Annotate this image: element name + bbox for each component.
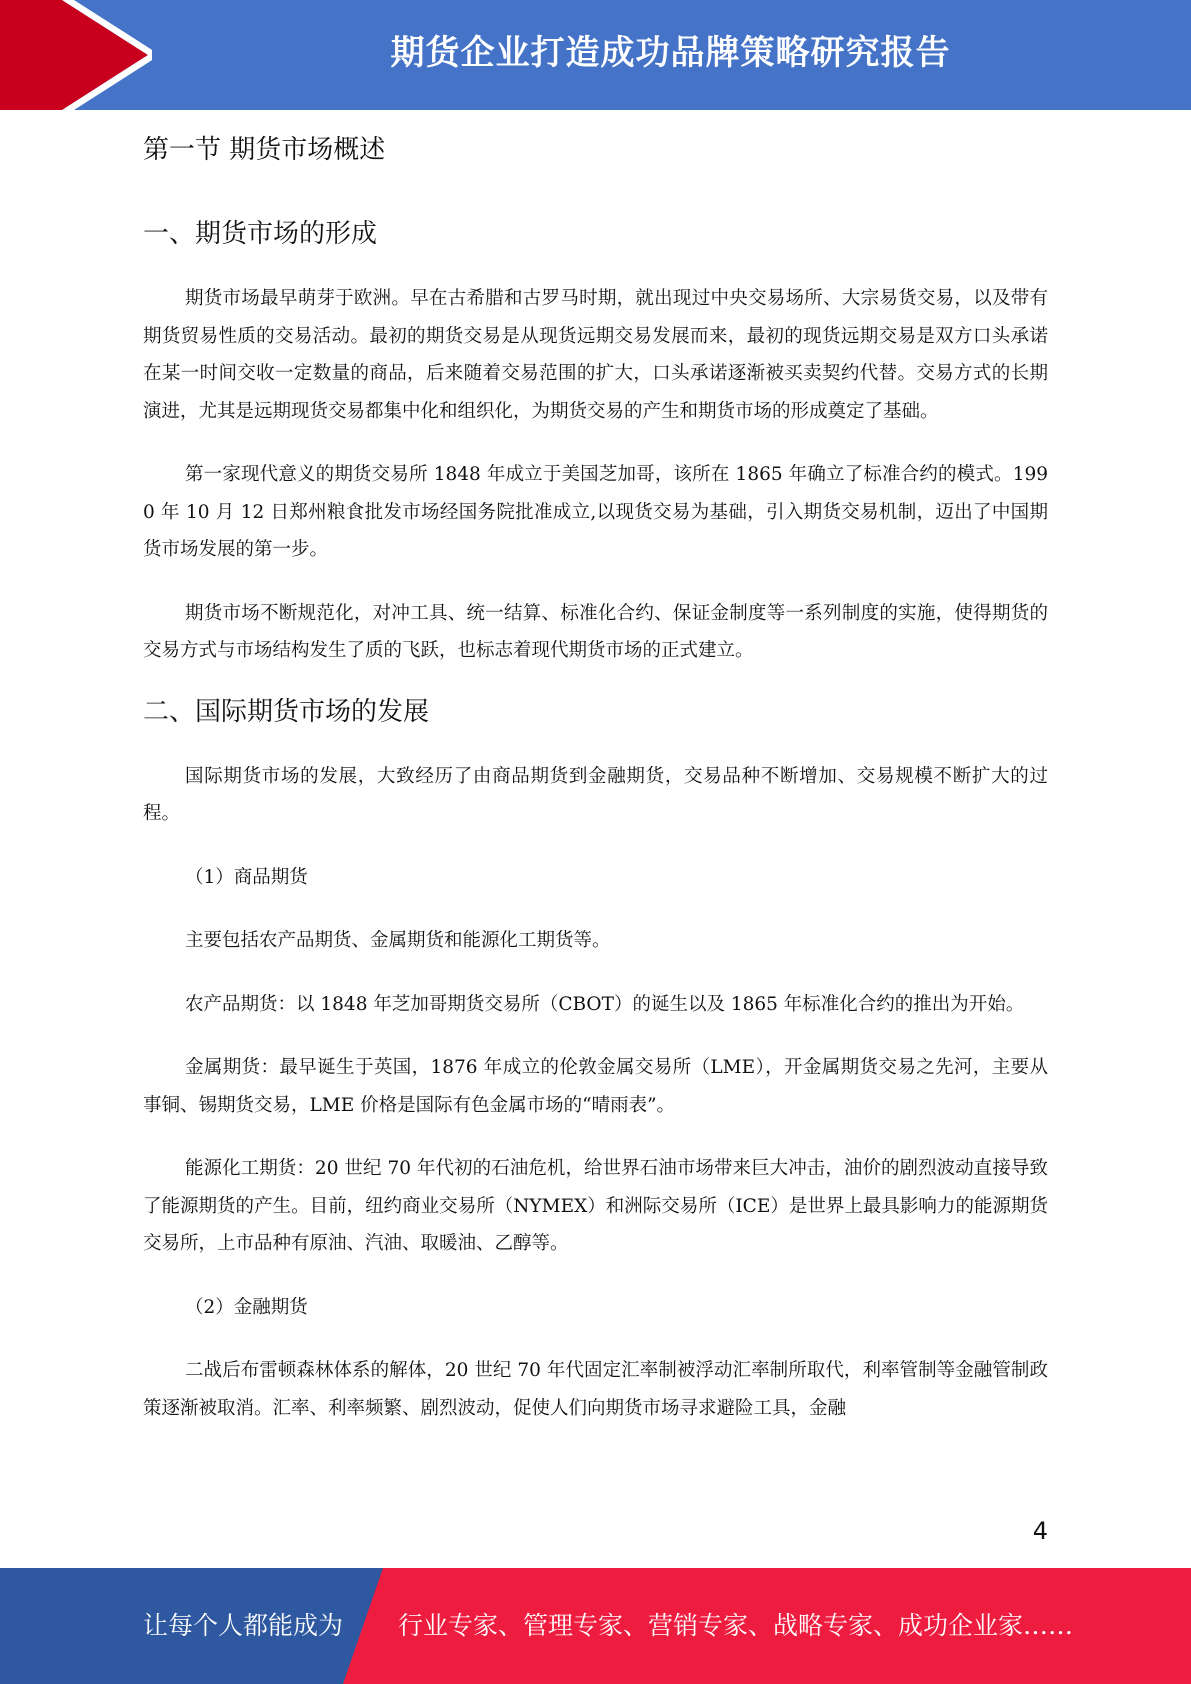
footer-slogan-left: 让每个人都能成为 [143, 1611, 344, 1640]
page-content [143, 128, 1048, 1427]
paragraph: 能源化工期货：20 世纪 70 年代初的石油危机，给世界石油市场带来巨大冲击，油价的剧烈波动直接导致了能源期货的产生。目前，纽约商业交易所（NYMEX）和洲际交易所（ICE）是世界上最具影响力的能源期货交易所，上市品种有原油、汽油、取暖油、乙醇等。 [143, 1158, 1048, 1254]
page-number: 4 [1032, 1517, 1048, 1545]
header-red-chevron [0, 0, 152, 110]
paragraph: 第一家现代意义的期货交易所 1848 年成立于美国芝加哥，该所在 1865 年确立了标准合约的模式。1990 年 10 月 12 日郑州粮食批发市场经国务院批准成立,以现货交易为基础，引入期货交易机制，迈出了中国期货市场发展的第一步。 [143, 464, 1048, 560]
paragraph: 金属期货：最早诞生于英国，1876 年成立的伦敦金属交易所（LME），开金属期货交易之先河，主要从事铜、锡期货交易，LME 价格是国际有色金属市场的“晴雨表”。 [143, 1057, 1048, 1116]
paragraph: 期货市场最早萌芽于欧洲。早在古希腊和古罗马时期，就出现过中央交易场所、大宗易货交易，以及带有期货贸易性质的交易活动。最初的期货交易是从现货远期交易发展而来，最初的现货远期交易是双方口头承诺在某一时间交收一定数量的商品，后来随着交易范围的扩大，口头承诺逐渐被买卖契约代替。交易方式的长期演进，尤其是远期现货交易都集中化和组织化，为期货交易的产生和期货市场的形成奠定了基础。 [143, 288, 1048, 422]
list-item-heading: （2）金融期货 [185, 1296, 308, 1318]
paragraph: 农产品期货：以 1848 年芝加哥期货交易所（CBOT）的诞生以及 1865 年标准化合约的推出为开始。 [185, 993, 1025, 1015]
paragraph: 二战后布雷顿森林体系的解体，20 世纪 70 年代固定汇率制被浮动汇率制所取代，利率管制等金融管制政策逐渐被取消。汇率、利率频繁、剧烈波动，促使人们向期货市场寻求避险工具，金融 [143, 1360, 1048, 1419]
document-title: 期货企业打造成功品牌策略研究报告 [390, 33, 951, 73]
paragraph: 主要包括农产品期货、金属期货和能源化工期货等。 [185, 930, 611, 951]
paragraph: 国际期货市场的发展，大致经历了由商品期货到金融期货，交易品种不断增加、交易规模不断扩大的过程。 [143, 765, 1048, 824]
footer-bar [0, 1568, 1191, 1684]
paragraph: 期货市场不断规范化，对冲工具、统一结算、标准化合约、保证金制度等一系列制度的实施，使得期货的交易方式与市场结构发生了质的飞跃，也标志着现代期货市场的正式建立。 [143, 602, 1048, 661]
footer-slogan-right: 行业专家、管理专家、营销专家、战略专家、成功企业家…… [398, 1611, 1074, 1640]
subsection-title-2: 二、国际期货市场的发展 [143, 696, 430, 727]
header-bar [0, 0, 1191, 110]
subsection-title-1: 一、期货市场的形成 [143, 219, 378, 249]
section-title: 第一节 期货市场概述 [143, 135, 386, 165]
list-item-heading: （1）商品期货 [185, 866, 308, 888]
